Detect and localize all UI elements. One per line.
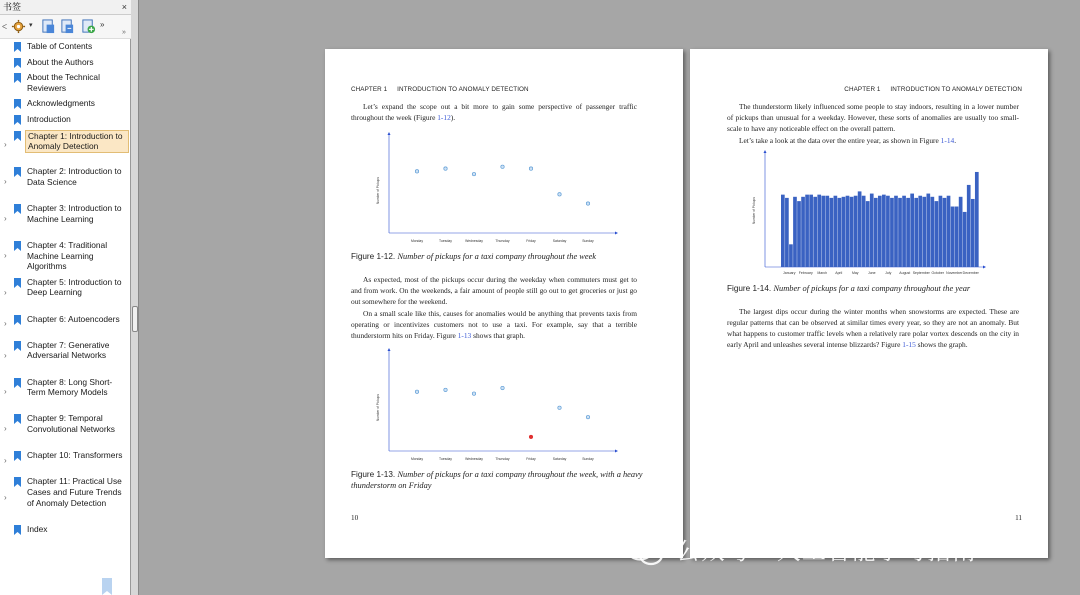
bar <box>894 196 898 267</box>
bookmark-label: Acknowledgments <box>27 98 95 109</box>
wechat-logo-icon <box>624 536 666 566</box>
x-axis-arrow <box>615 232 618 235</box>
bookmark-label: Chapter 1: Introduction to Anomaly Detection <box>25 130 129 153</box>
data-point <box>415 170 418 173</box>
bookmark-flag-icon <box>14 42 22 52</box>
bar <box>918 196 922 267</box>
bookmark-item[interactable] <box>0 340 131 377</box>
pdf-page-10 <box>325 49 683 558</box>
bookmark-item[interactable] <box>0 166 131 203</box>
bookmark-item[interactable] <box>0 413 131 450</box>
x-tick-label: April <box>835 271 843 275</box>
paragraph: The thunderstorm likely influenced some people to stay indoors, resulting in a lower number of pickups than unusual for a weekday. However, these sorts of anomalies are usually too small-scale to have any noticeable effect on the overall pattern. <box>727 102 1019 133</box>
y-axis-arrow <box>388 132 391 135</box>
x-tick-label: Wednesday <box>465 457 483 461</box>
bookmark-label: Chapter 5: Introduction to Deep Learning <box>27 276 122 298</box>
data-point <box>529 167 532 170</box>
x-axis-arrow <box>615 450 618 453</box>
chart-weekly-pickups <box>375 131 625 249</box>
bookmark-flag-icon <box>14 341 22 351</box>
bar <box>947 196 951 267</box>
x-tick-label: Sunday <box>582 239 594 243</box>
expand-arrow-icon[interactable]: › <box>4 250 7 260</box>
bar <box>874 198 878 267</box>
anomaly-point <box>529 435 532 438</box>
more-tools-icon[interactable]: » <box>100 20 105 29</box>
paragraph <box>351 308 637 341</box>
bar <box>939 196 943 267</box>
figure-link[interactable]: 1-14 <box>940 136 955 145</box>
bookmark-label: Chapter 10: Transformers <box>27 450 123 461</box>
bar <box>862 196 866 267</box>
bookmark-flag-icon <box>14 414 22 424</box>
header-title: INTRODUCTION TO ANOMALY DETECTION <box>890 86 1022 93</box>
bar <box>955 207 959 267</box>
bar <box>882 195 886 267</box>
close-icon[interactable]: × <box>121 2 127 12</box>
paragraph-text: ). <box>450 113 456 122</box>
bar <box>825 196 829 267</box>
bookmark-item[interactable] <box>0 277 131 314</box>
paragraph-text: . <box>954 136 957 145</box>
x-tick-label: Tuesday <box>439 239 452 243</box>
bookmark-item[interactable] <box>0 524 131 540</box>
header-chapter: CHAPTER 1 <box>844 86 881 93</box>
bookmark-item[interactable] <box>0 377 131 414</box>
bookmark-flag-icon <box>14 315 22 325</box>
bookmark-flag-icon <box>14 525 22 535</box>
header-chapter: CHAPTER 1 <box>351 86 388 93</box>
data-point <box>472 172 475 175</box>
panel-splitter[interactable] <box>131 0 139 595</box>
bar <box>870 194 874 267</box>
y-axis-arrow <box>388 348 391 351</box>
figure-link[interactable]: 1-12 <box>437 113 451 122</box>
bookmark-item[interactable] <box>0 72 131 98</box>
bookmark-label: About the Technical Reviewers <box>27 72 100 93</box>
bar <box>858 191 862 267</box>
expand-arrow-icon[interactable]: › <box>4 287 7 297</box>
collapse-arrow-icon[interactable]: ᐸ <box>2 24 8 31</box>
bar <box>931 197 935 267</box>
bar <box>971 199 975 267</box>
bookmark-label: Chapter 8: Long Short-Term Memory Models <box>27 376 113 398</box>
paragraph <box>727 135 1019 146</box>
bookmark-flag-icon <box>14 99 22 109</box>
scroll-up-icon[interactable]: » <box>122 29 126 36</box>
x-tick-label: Monday <box>410 239 424 243</box>
chart-weekly-pickups-thunderstorm <box>375 347 625 467</box>
data-point <box>415 390 418 393</box>
header-title: INTRODUCTION TO ANOMALY DETECTION <box>397 86 529 93</box>
bookmark-label: Chapter 4: Traditional Machine Learning Algorithms <box>27 240 108 272</box>
figure-label: Figure 1-13. <box>351 470 396 479</box>
bar <box>842 197 846 267</box>
bookmark-label: Introduction <box>27 114 71 124</box>
bookmark-flag-icon <box>14 73 22 83</box>
bar <box>878 196 882 267</box>
bookmarks-panel <box>0 0 131 595</box>
x-tick-label: March <box>817 271 828 275</box>
expand-arrow-icon[interactable]: › <box>4 140 7 150</box>
figure-caption-text: Number of pickups for a taxi company throughout the week, with a heavy thunderstorm on Friday <box>351 470 643 490</box>
bookmark-flag-icon <box>14 204 22 214</box>
bookmark-item[interactable] <box>0 450 131 476</box>
expand-arrow-icon[interactable]: › <box>4 319 7 329</box>
bookmark-label: Chapter 6: Autoencoders <box>27 313 120 324</box>
y-axis-label: Number of Pickups <box>752 197 756 224</box>
data-point <box>444 167 447 170</box>
bookmark-label: Chapter 3: Introduction to Machine Learning <box>27 203 122 224</box>
x-tick-label: Sunday <box>582 457 594 461</box>
bar <box>850 197 854 267</box>
x-tick-label: September <box>912 271 930 275</box>
bookmark-label: Index <box>27 523 48 534</box>
bookmark-label: Chapter 2: Introduction to Data Science <box>27 166 122 187</box>
data-point <box>586 202 589 205</box>
x-tick-label: Thursday <box>495 457 510 461</box>
figure-label: Figure 1-14. <box>727 284 772 293</box>
page-number: 11 <box>1015 514 1022 522</box>
bar <box>926 194 930 267</box>
bookmark-label: About the Authors <box>27 56 94 67</box>
bookmark-flag-icon <box>14 477 22 487</box>
bar <box>943 198 947 267</box>
bookmark-item[interactable] <box>0 114 131 130</box>
bar <box>906 198 910 267</box>
bar <box>821 196 825 267</box>
watermark-text: 公众号 · 人工智能学习指南 <box>676 537 977 565</box>
bookmark-item[interactable] <box>0 203 131 240</box>
bar <box>922 197 926 267</box>
y-axis-label: Number of Pickups <box>376 394 380 421</box>
paragraph-text: On a small scale like this, causes for anomalies would be anything that prevents taxis from operating or incentivizes customers not to use a taxi. For example, say that a terrible thunderstorm hits on Friday. Figure <box>351 309 637 340</box>
x-tick-label: December <box>962 271 979 275</box>
watermark <box>624 534 1074 568</box>
pdf-page-11 <box>690 49 1048 558</box>
bar <box>910 194 914 267</box>
expand-arrow-icon[interactable]: › <box>4 350 7 360</box>
bookmark-item[interactable] <box>0 57 131 73</box>
bookmark-flag-icon <box>14 241 22 251</box>
bookmark-item[interactable] <box>0 98 131 114</box>
panel-title-text: 书签 <box>3 2 22 12</box>
bar <box>789 244 793 267</box>
bar <box>817 195 821 267</box>
expand-arrow-icon[interactable]: › <box>4 387 7 397</box>
page-number: 10 <box>351 514 359 522</box>
bookmark-label: Chapter 9: Temporal Convolutional Networks <box>27 413 115 434</box>
data-point <box>586 415 589 418</box>
bookmark-label: Chapter 11: Practical Use Cases and Future Trends of Anomaly Detection <box>27 476 122 508</box>
bar <box>914 198 918 267</box>
x-tick-label: October <box>931 271 944 275</box>
bar <box>951 207 955 267</box>
bar <box>846 196 850 267</box>
figure-caption <box>727 284 1027 295</box>
x-tick-label: November <box>946 271 963 275</box>
figure-label: Figure 1-12. <box>351 252 396 261</box>
bar <box>866 201 870 267</box>
x-tick-label: July <box>885 271 892 275</box>
data-point <box>501 386 504 389</box>
bar <box>898 198 902 267</box>
paragraph-text: The largest dips occur during the winter months when snowstorms are expected. These are regular patterns that can be observed at similar times every year, so they are not an anomaly. But what happens to customer traffic levels when a relatively rare polar vortex descends on the city in early April and unleashes several intense blizzards? Figure <box>727 307 1019 349</box>
x-tick-label: August <box>899 271 911 275</box>
bookmark-flag-icon <box>14 115 22 125</box>
paragraph-text: Let’s take a look at the data over the entire year, as shown in Figure <box>739 136 941 145</box>
chevron-down-icon[interactable]: ▾ <box>29 22 33 29</box>
bar <box>886 196 890 267</box>
bar <box>801 197 805 267</box>
x-tick-label: February <box>798 271 813 275</box>
data-point <box>472 392 475 395</box>
x-tick-label: Monday <box>410 457 424 461</box>
figure-link[interactable]: 1-13 <box>457 331 472 340</box>
x-tick-label: Wednesday <box>465 239 483 243</box>
figure-link[interactable]: 1-15 <box>902 340 916 349</box>
paragraph <box>351 101 637 123</box>
data-point <box>444 388 447 391</box>
bookmark-flag-icon <box>14 451 22 461</box>
y-axis-arrow <box>764 150 767 153</box>
collapse-bookmark-icon[interactable] <box>60 19 75 34</box>
bookmark-flag-icon <box>14 58 22 68</box>
x-tick-label: Saturday <box>552 239 567 243</box>
bookmark-item[interactable] <box>0 41 131 57</box>
bar <box>890 198 894 267</box>
expand-arrow-icon[interactable]: › <box>4 492 7 502</box>
panel-title <box>0 0 131 15</box>
bar <box>781 195 785 267</box>
x-tick-label: Friday <box>526 457 536 461</box>
expand-arrow-icon[interactable]: › <box>4 214 7 224</box>
x-tick-label: June <box>867 271 876 275</box>
bar <box>963 212 967 267</box>
x-tick-label: Thursday <box>495 239 510 243</box>
bar <box>967 185 971 267</box>
chart-yearly-pickups <box>745 149 995 281</box>
bar <box>854 196 858 267</box>
bar <box>935 201 939 267</box>
paragraph-text: shows the graph. <box>915 340 968 349</box>
bookmark-item[interactable] <box>0 314 131 340</box>
bar <box>838 198 842 267</box>
bar <box>829 198 833 267</box>
expand-bookmark-icon[interactable] <box>41 19 56 34</box>
bar <box>975 172 979 267</box>
bar <box>805 195 809 267</box>
paragraph: As expected, most of the pickups occur during the weekday when commuters must get to and from work. On the weekends, a fair amount of people still go out to get groceries or just go out somewhere for the weekend. <box>351 275 637 306</box>
x-tick-label: May <box>851 271 859 275</box>
bar <box>785 198 789 267</box>
data-point <box>558 193 561 196</box>
x-tick-label: Tuesday <box>439 457 452 461</box>
bar <box>813 197 817 267</box>
bookmark-flag-icon <box>14 378 22 388</box>
x-tick-label: Friday <box>526 239 536 243</box>
bookmark-toolbar <box>0 15 131 39</box>
bar <box>793 197 797 267</box>
running-header <box>351 86 529 93</box>
expand-arrow-icon[interactable]: › <box>4 424 7 434</box>
bookmark-label: Chapter 7: Generative Adversarial Networks <box>27 339 110 361</box>
figure-caption <box>351 252 651 263</box>
y-axis-label: Number of Pickups <box>376 177 380 204</box>
bar <box>902 196 906 267</box>
running-header <box>844 86 1022 93</box>
bar <box>797 201 801 267</box>
bookmark-item[interactable] <box>0 130 131 167</box>
options-gear-icon[interactable] <box>11 19 26 34</box>
expand-arrow-icon[interactable]: › <box>4 455 7 465</box>
figure-caption <box>351 470 651 491</box>
x-tick-label: Saturday <box>552 457 567 461</box>
add-bookmark-icon[interactable] <box>81 19 96 34</box>
bookmark-label: Table of Contents <box>27 41 93 51</box>
bar <box>959 197 963 267</box>
bookmark-flag-icon <box>14 278 22 288</box>
data-point <box>558 406 561 409</box>
x-tick-label: January <box>783 271 796 275</box>
x-axis-arrow <box>983 266 986 269</box>
figure-caption-text: Number of pickups for a taxi company throughout the year <box>773 284 971 293</box>
bookmark-item[interactable] <box>0 240 131 277</box>
expand-arrow-icon[interactable]: › <box>4 177 7 187</box>
paragraph-text: Let’s expand the scope out a bit more to gain some perspective of passenger traffic throughout the week (Figure <box>351 102 637 122</box>
bookmark-flag-icon <box>14 167 22 177</box>
paragraph-text: shows that graph. <box>471 331 526 340</box>
splitter-grip-icon[interactable] <box>132 306 138 332</box>
bookmark-corner-icon <box>98 578 116 595</box>
figure-caption-text: Number of pickups for a taxi company throughout the week <box>397 252 596 261</box>
bar <box>809 195 813 267</box>
data-point <box>501 165 504 168</box>
bar <box>834 196 838 267</box>
bookmark-flag-icon <box>14 131 22 141</box>
bookmark-item[interactable] <box>0 476 131 523</box>
paragraph <box>727 306 1019 350</box>
